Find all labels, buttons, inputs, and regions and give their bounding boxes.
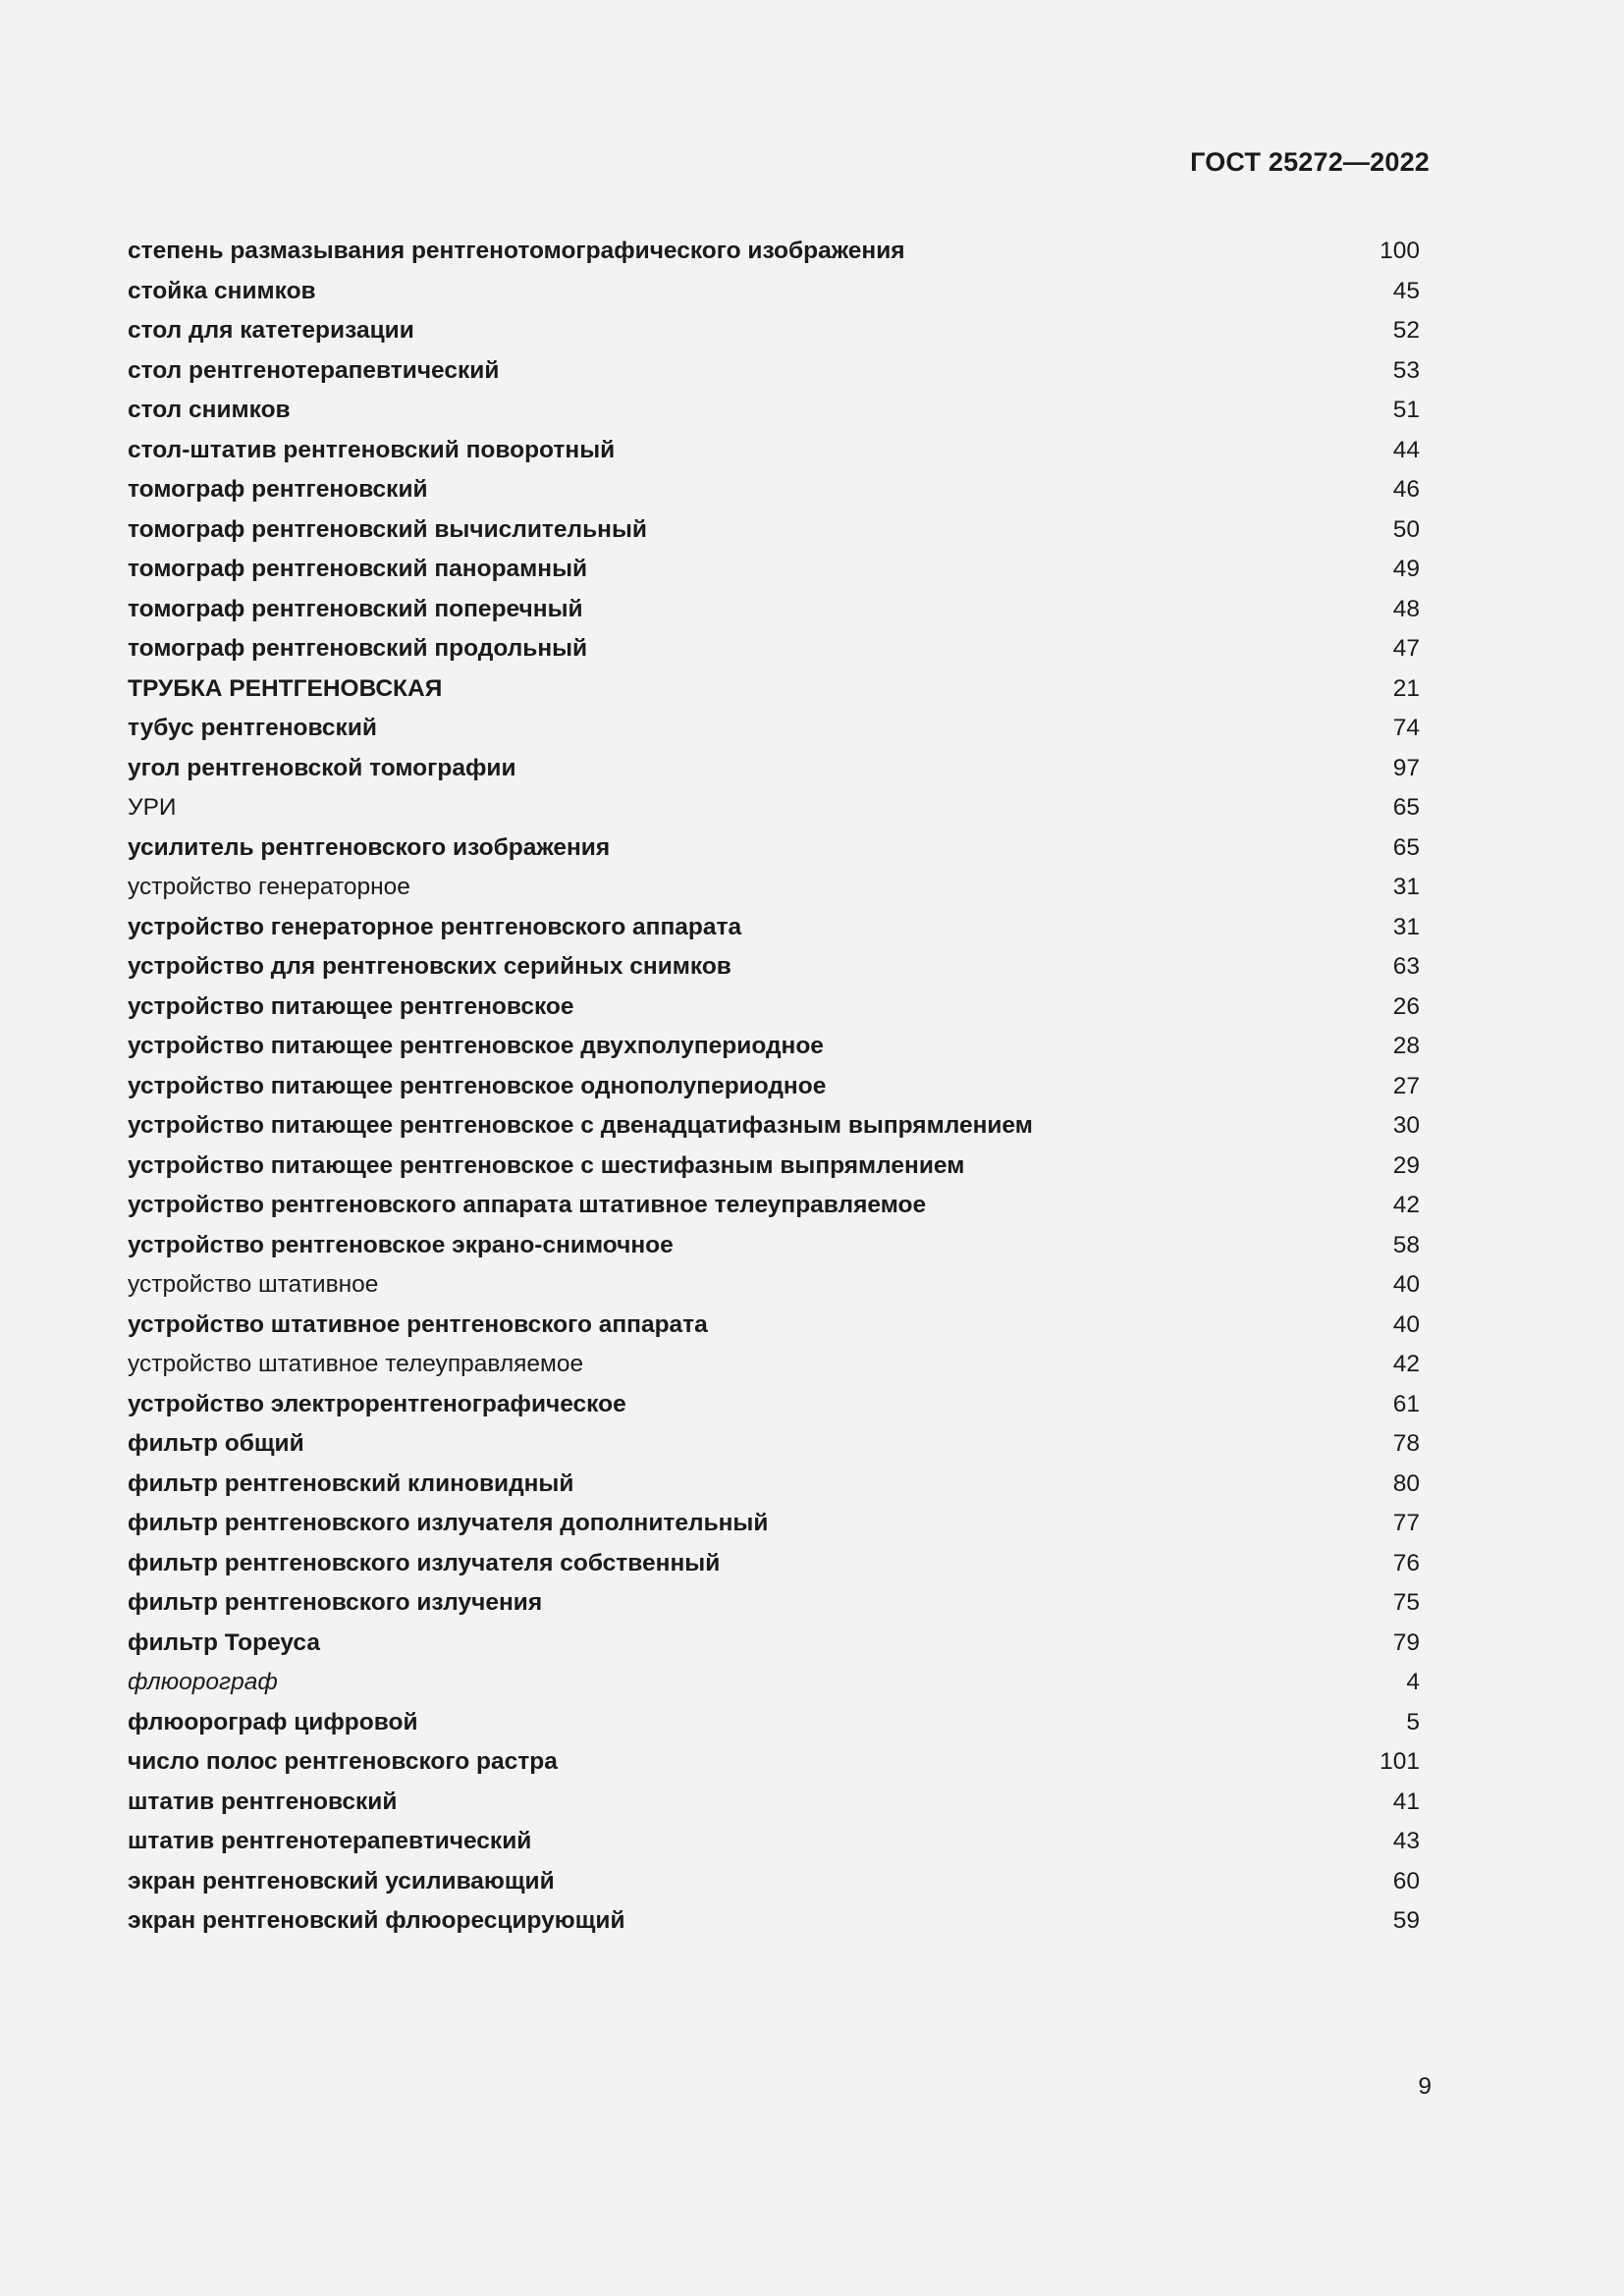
index-entry [128, 1707, 1420, 1747]
index-entry [128, 1746, 1420, 1787]
index-term-number: 31 [1392, 913, 1420, 940]
index-term-number: 5 [1406, 1708, 1420, 1735]
index-entry [128, 514, 1420, 555]
index-term-number: 65 [1392, 794, 1420, 821]
index-term: фильтр общий [128, 1430, 304, 1457]
index-term: устройство питающее рентгеновское [128, 992, 574, 1020]
index-term: устройство штативное телеуправляемое [128, 1351, 584, 1377]
index-term: устройство генераторное [128, 874, 410, 900]
index-term-number: 60 [1392, 1867, 1420, 1895]
index-term: томограф рентгеновский [128, 476, 428, 503]
index-entry [128, 1667, 1420, 1707]
index-term-number: 31 [1392, 874, 1420, 900]
page-number: 9 [1418, 2073, 1432, 2100]
index-entry [128, 1190, 1420, 1230]
index-entry [128, 594, 1420, 634]
index-term-number: 49 [1392, 556, 1420, 582]
index-term-number: 26 [1392, 992, 1420, 1020]
index-term-number: 51 [1392, 397, 1420, 423]
index-term: стол рентгенотерапевтический [128, 356, 500, 384]
index-term: угол рентгеновской томографии [128, 754, 516, 781]
index-entry [128, 395, 1420, 435]
index-term: фильтр рентгеновского излучателя собственный [128, 1549, 721, 1576]
index-term-number: 48 [1392, 595, 1420, 622]
index-term-number: 100 [1380, 238, 1420, 264]
index-term-number: 42 [1392, 1192, 1420, 1218]
index-entry [128, 792, 1420, 832]
index-term: стол-штатив рентгеновский поворотный [128, 436, 616, 463]
index-term-number: 53 [1392, 356, 1420, 384]
index-term-number: 44 [1392, 436, 1420, 463]
index-entry [128, 633, 1420, 673]
index-entry [128, 276, 1420, 316]
index-term-number: 41 [1392, 1788, 1420, 1815]
index-term: стол для катетеризации [128, 317, 414, 344]
index-term-number: 59 [1392, 1907, 1420, 1934]
index-entry [128, 912, 1420, 952]
index-term: экран рентгеновский флюоресцирующий [128, 1907, 625, 1934]
index-term-number: 4 [1406, 1669, 1420, 1695]
index-term-number: 27 [1392, 1072, 1420, 1099]
index-term-number: 42 [1392, 1351, 1420, 1377]
index-entry [128, 1548, 1420, 1588]
index-term-number: 40 [1392, 1271, 1420, 1298]
index-term: фильтр Тореуса [128, 1629, 320, 1656]
index-term: стойка снимков [128, 277, 316, 304]
index-term-number: 97 [1392, 754, 1420, 781]
index-entry [128, 435, 1420, 475]
index-entry [128, 1110, 1420, 1150]
index-term: флюорограф цифровой [128, 1708, 418, 1735]
index-entry [128, 1587, 1420, 1628]
index-term: томограф рентгеновский панорамный [128, 556, 588, 582]
index-term: устройство питающее рентгеновское однополупериодное [128, 1072, 827, 1099]
index-term-number: 76 [1392, 1549, 1420, 1576]
index-term-number: 21 [1392, 674, 1420, 702]
index-entry [128, 1905, 1420, 1946]
index-entry [128, 1866, 1420, 1906]
index-term-number: 40 [1392, 1310, 1420, 1338]
index-term: устройство питающее рентгеновское двухполупериодное [128, 1033, 824, 1059]
index-entry [128, 1071, 1420, 1111]
index-entry [128, 1508, 1420, 1548]
index-term: экран рентгеновский усиливающий [128, 1867, 555, 1895]
index-entry [128, 673, 1420, 714]
index-term: устройство штативное [128, 1271, 379, 1298]
index-term: число полос рентгеновского растра [128, 1748, 558, 1775]
index-term-number: 80 [1392, 1469, 1420, 1497]
index-term-number: 46 [1392, 476, 1420, 503]
index-term: томограф рентгеновский поперечный [128, 595, 583, 622]
index-entry [128, 1628, 1420, 1668]
index-term-number: 77 [1392, 1510, 1420, 1536]
index-term-number: 43 [1392, 1828, 1420, 1854]
index-term-number: 28 [1392, 1033, 1420, 1059]
index-entry [128, 753, 1420, 793]
index-term: устройство для рентгеновских серийных снимков [128, 953, 731, 980]
index-term-number: 63 [1392, 953, 1420, 980]
index-term: томограф рентгеновский продольный [128, 635, 588, 662]
index-entry [128, 315, 1420, 355]
index-term-number: 47 [1392, 635, 1420, 662]
index-term: устройство электрорентгенографическое [128, 1390, 626, 1417]
index-term: фильтр рентгеновского излучения [128, 1589, 543, 1616]
index-term: штатив рентгеновский [128, 1788, 398, 1815]
index-term: усилитель рентгеновского изображения [128, 833, 611, 861]
index-entry [128, 1309, 1420, 1350]
index-entry [128, 1787, 1420, 1827]
index-entry [128, 1230, 1420, 1270]
index-term-number: 78 [1392, 1430, 1420, 1457]
index-term-number: 52 [1392, 317, 1420, 344]
document-header: ГОСТ 25272—2022 [1190, 147, 1430, 177]
index-term: устройство штативное рентгеновского аппарата [128, 1310, 708, 1338]
index-entry [128, 554, 1420, 594]
index-entry [128, 1826, 1420, 1866]
index-entry [128, 1269, 1420, 1309]
index-entry [128, 1031, 1420, 1071]
index-term: устройство рентгеновского аппарата штативное телеуправляемое [128, 1192, 927, 1218]
index-term-number: 75 [1392, 1589, 1420, 1616]
index-term: степень размазывания рентгенотомографического изображения [128, 238, 905, 264]
index-term: фильтр рентгеновского излучателя дополнительный [128, 1510, 769, 1536]
index-term-number: 65 [1392, 833, 1420, 861]
index-term-number: 45 [1392, 277, 1420, 304]
index-entry [128, 991, 1420, 1032]
index-term-number: 101 [1380, 1748, 1420, 1775]
index-entry [128, 1349, 1420, 1389]
index-entry [128, 832, 1420, 873]
index-term: устройство питающее рентгеновское с шестифазным выпрямлением [128, 1151, 965, 1179]
index-entry [128, 951, 1420, 991]
index-term-number: 79 [1392, 1629, 1420, 1656]
index-term: УРИ [128, 794, 177, 821]
index-term: томограф рентгеновский вычислительный [128, 515, 647, 543]
index-entry [128, 474, 1420, 514]
index-term: штатив рентгенотерапевтический [128, 1828, 532, 1854]
index-term: фильтр рентгеновский клиновидный [128, 1469, 574, 1497]
index-term: ТРУБКА РЕНТГЕНОВСКАЯ [128, 674, 443, 702]
index-entry [128, 236, 1420, 276]
index-entry [128, 1150, 1420, 1191]
index-entry [128, 1468, 1420, 1509]
index-term-number: 58 [1392, 1231, 1420, 1258]
index-term: устройство генераторное рентгеновского аппарата [128, 913, 742, 940]
index-term-number: 30 [1392, 1112, 1420, 1139]
index-term: устройство рентгеновское экрано-снимочное [128, 1231, 674, 1258]
index-term-number: 74 [1392, 715, 1420, 741]
index-term-number: 61 [1392, 1390, 1420, 1417]
index-entry [128, 355, 1420, 396]
index-term: тубус рентгеновский [128, 715, 377, 741]
index-entry [128, 1389, 1420, 1429]
index-entry [128, 713, 1420, 753]
alphabetical-index [128, 236, 1420, 1946]
index-entry [128, 1428, 1420, 1468]
index-entry [128, 872, 1420, 912]
index-term-number: 29 [1392, 1151, 1420, 1179]
index-term: стол снимков [128, 397, 291, 423]
index-term-number: 50 [1392, 515, 1420, 543]
index-term: устройство питающее рентгеновское с двенадцатифазным выпрямлением [128, 1112, 1033, 1139]
index-term: флюорограф [128, 1669, 278, 1695]
